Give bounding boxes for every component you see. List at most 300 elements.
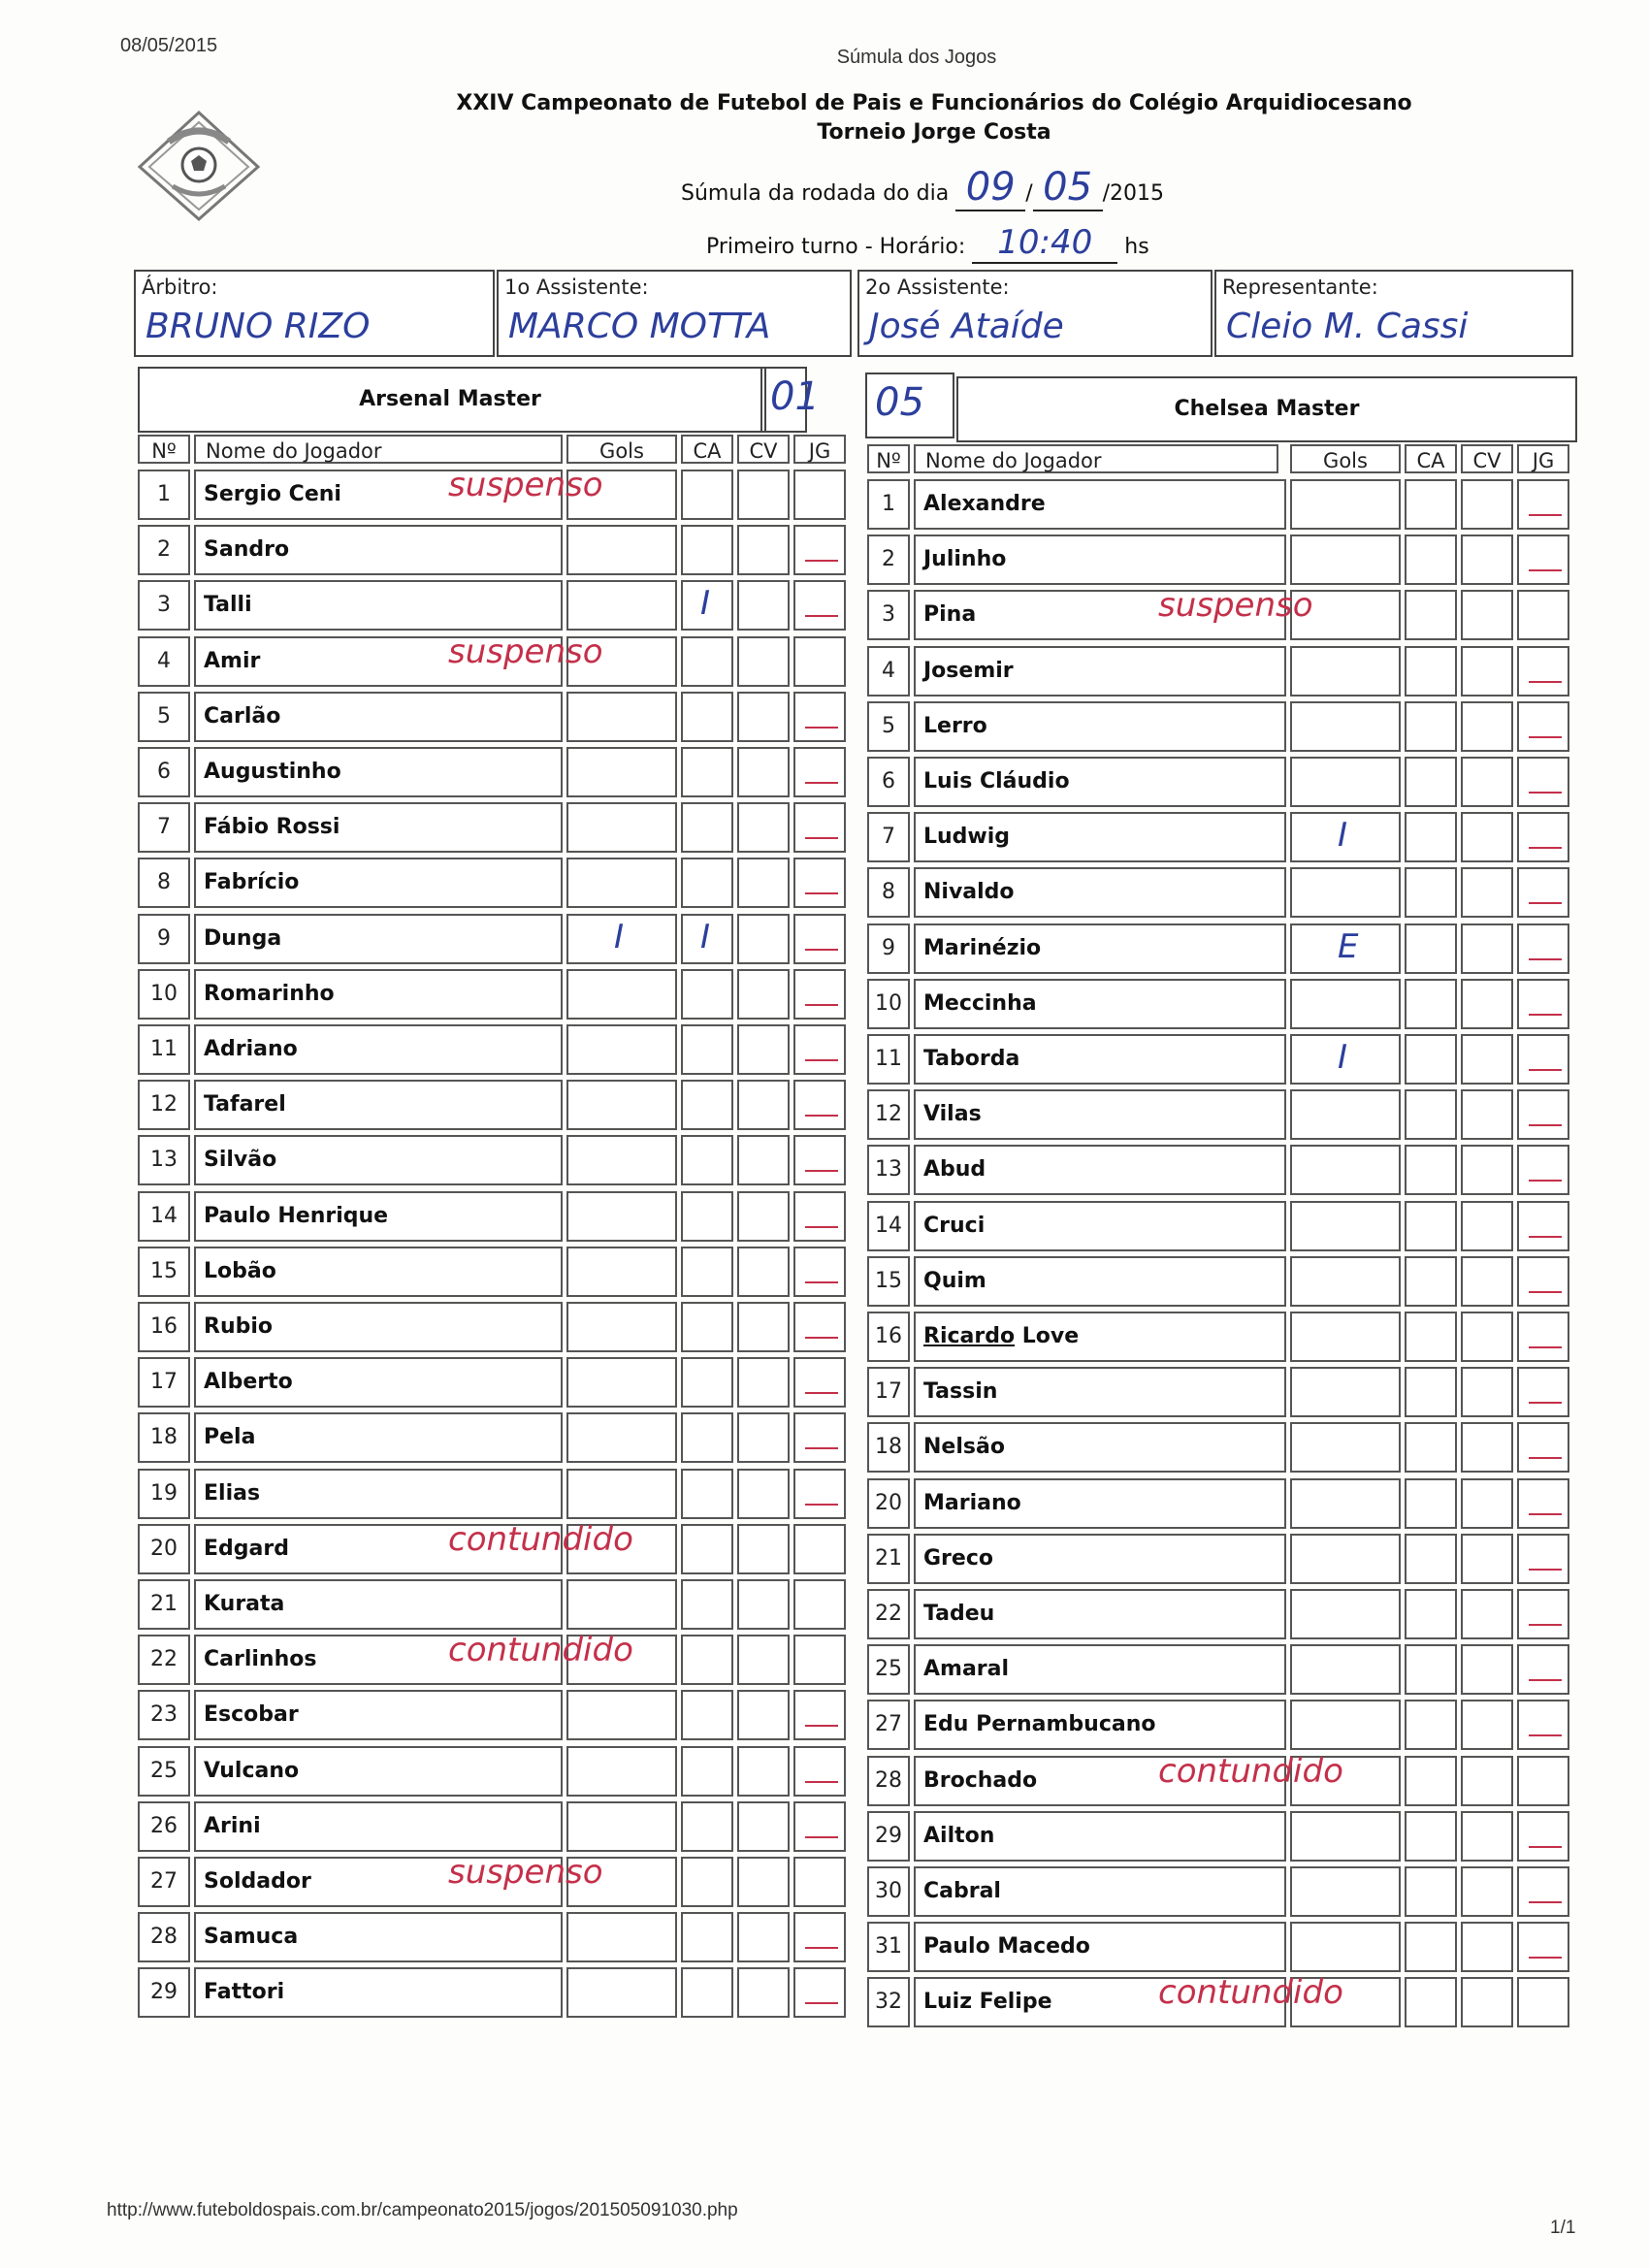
goals-cell <box>1290 979 1401 1029</box>
played-cell <box>793 1579 846 1630</box>
played-mark <box>805 949 838 951</box>
played-cell <box>793 1080 846 1130</box>
table-row <box>138 1690 846 1740</box>
table-row <box>138 692 846 742</box>
played-cell <box>793 1469 846 1519</box>
played-cell <box>793 1967 846 2018</box>
player-number: 1 <box>138 470 190 520</box>
player-name: Brochado <box>914 1756 1286 1806</box>
table-row <box>867 1751 1569 1806</box>
yellow-card-cell <box>1405 923 1457 974</box>
played-mark <box>805 1337 838 1339</box>
round-date-separator: / <box>1025 181 1033 206</box>
player-name: Sergio Ceni <box>194 470 563 520</box>
player-name: Mariano <box>914 1478 1286 1529</box>
played-cell <box>793 747 846 797</box>
page-title: XXIV Campeonato de Futebol de Pais e Funcionários do Colégio Arquidiocesano <box>456 91 1412 115</box>
player-number: 21 <box>138 1579 190 1630</box>
player-number: 19 <box>138 1469 190 1519</box>
page-caption: Súmula dos Jogos <box>836 47 997 68</box>
yellow-card-cell <box>681 1302 733 1352</box>
yellow-card-cell <box>681 1469 733 1519</box>
player-name: Sandro <box>194 525 563 575</box>
goals-mark: I <box>1338 1038 1348 1077</box>
player-name: Adriano <box>194 1024 563 1075</box>
player-name: Pina <box>914 590 1286 640</box>
goals-cell <box>1290 1478 1401 1529</box>
played-mark <box>805 1781 838 1783</box>
table-row <box>867 979 1569 1029</box>
table-row <box>138 1579 846 1630</box>
col-name: Nome do Jogador <box>194 435 563 464</box>
played-cell <box>1517 979 1569 1029</box>
yellow-card-cell <box>681 692 733 742</box>
player-name: Amir <box>194 636 563 687</box>
red-card-cell <box>1461 590 1513 640</box>
goals-cell <box>1290 1811 1401 1862</box>
yellow-card-cell <box>1405 1644 1457 1695</box>
player-name: Meccinha <box>914 979 1286 1029</box>
player-name: Elias <box>194 1469 563 1519</box>
red-card-cell <box>737 525 790 575</box>
player-number: 13 <box>867 1145 910 1195</box>
goals-cell <box>1290 646 1401 697</box>
red-card-cell <box>737 747 790 797</box>
red-card-cell <box>1461 1367 1513 1417</box>
goals-cell <box>1290 1422 1401 1473</box>
yellow-card-cell <box>681 1635 733 1685</box>
played-cell <box>1517 757 1569 807</box>
played-cell <box>1517 923 1569 974</box>
played-mark <box>1529 1624 1562 1626</box>
yellow-card-cell <box>681 1746 733 1797</box>
player-number: 6 <box>138 747 190 797</box>
player-status-note: suspenso <box>448 1853 603 1892</box>
played-mark <box>1529 1846 1562 1848</box>
played-cell <box>1517 1089 1569 1140</box>
table-row <box>138 1024 846 1075</box>
goals-cell <box>1290 867 1401 918</box>
red-card-cell <box>1461 1256 1513 1307</box>
yellow-card-cell <box>1405 1422 1457 1473</box>
footer-page-number: 1/1 <box>1550 2218 1576 2238</box>
yellow-card-cell <box>681 1801 733 1852</box>
played-cell <box>1517 1145 1569 1195</box>
played-cell <box>1517 535 1569 585</box>
round-date-label: Súmula da rodada do dia <box>681 181 950 206</box>
red-card-cell <box>737 1357 790 1408</box>
red-card-cell <box>737 692 790 742</box>
played-mark <box>1529 1679 1562 1681</box>
goals-cell <box>1290 1644 1401 1695</box>
goals-mark: I <box>1338 816 1348 856</box>
yellow-card-cell <box>1405 1922 1457 1972</box>
player-number: 11 <box>138 1024 190 1075</box>
played-mark <box>805 1447 838 1449</box>
yellow-card-cell <box>681 1967 733 2018</box>
red-card-cell <box>737 1857 790 1907</box>
goals-cell <box>566 525 677 575</box>
yellow-card-cell <box>1405 1367 1457 1417</box>
player-name: Kurata <box>194 1579 563 1630</box>
played-mark <box>1529 1014 1562 1016</box>
player-name: Ailton <box>914 1811 1286 1862</box>
played-cell <box>1517 1866 1569 1917</box>
team-left-name: Arsenal Master <box>359 387 541 411</box>
player-number: 21 <box>867 1534 910 1584</box>
played-cell <box>1517 1756 1569 1806</box>
player-name: Nelsão <box>914 1422 1286 1473</box>
played-cell <box>1517 1478 1569 1529</box>
red-card-cell <box>737 1912 790 1962</box>
goals-mark: E <box>1338 926 1359 966</box>
played-cell <box>1517 1256 1569 1307</box>
yellow-card-cell <box>681 1579 733 1630</box>
yellow-card-cell <box>1405 1589 1457 1639</box>
player-number: 18 <box>138 1412 190 1463</box>
team-left-score-cell <box>764 367 820 433</box>
red-card-cell <box>1461 867 1513 918</box>
played-cell <box>1517 701 1569 752</box>
player-name: Paulo Henrique <box>194 1191 563 1242</box>
red-card-cell <box>737 470 790 520</box>
red-card-cell <box>1461 1644 1513 1695</box>
goals-cell <box>566 1302 677 1352</box>
yellow-card-cell <box>681 636 733 687</box>
player-name: Samuca <box>194 1912 563 1962</box>
team-left-column-headers <box>138 435 856 464</box>
round-time: 10:40 <box>972 223 1117 264</box>
representative-label: Representante: <box>1222 275 1378 299</box>
player-number: 11 <box>867 1034 910 1085</box>
table-row <box>867 1367 1569 1417</box>
player-name: Alexandre <box>914 479 1286 530</box>
yellow-card-cell <box>1405 867 1457 918</box>
player-number: 26 <box>138 1801 190 1852</box>
played-mark <box>805 1725 838 1727</box>
yellow-card-cell <box>681 580 733 631</box>
played-cell <box>1517 1312 1569 1362</box>
yellow-card-cell <box>681 1857 733 1907</box>
played-cell <box>793 580 846 631</box>
player-name: Edu Pernambucano <box>914 1700 1286 1750</box>
player-name: Carlão <box>194 692 563 742</box>
player-status-note: contundido <box>448 1631 633 1670</box>
player-name: Rubio <box>194 1302 563 1352</box>
played-cell <box>793 1912 846 1962</box>
goals-cell <box>566 858 677 908</box>
played-mark <box>1529 514 1562 516</box>
played-cell <box>1517 1534 1569 1584</box>
player-number: 10 <box>867 979 910 1029</box>
representative-box <box>1214 270 1573 357</box>
goals-cell <box>1290 1534 1401 1584</box>
player-number: 3 <box>867 590 910 640</box>
red-card-cell <box>737 1967 790 2018</box>
player-number: 2 <box>867 535 910 585</box>
table-row <box>138 802 846 853</box>
player-name: Lobão <box>194 1247 563 1297</box>
red-card-cell <box>737 636 790 687</box>
goals-cell <box>566 1080 677 1130</box>
goals-cell <box>1290 1922 1401 1972</box>
player-number: 20 <box>138 1524 190 1574</box>
table-row <box>867 1478 1569 1529</box>
table-row <box>138 1746 846 1797</box>
table-row <box>138 466 846 520</box>
played-mark <box>805 1004 838 1006</box>
played-mark <box>1529 1457 1562 1459</box>
played-cell <box>793 858 846 908</box>
played-cell <box>793 1357 846 1408</box>
player-number: 9 <box>138 914 190 964</box>
table-row <box>138 1191 846 1242</box>
played-cell <box>793 1746 846 1797</box>
player-number: 31 <box>867 1922 910 1972</box>
referee-label: Árbitro: <box>142 275 218 299</box>
red-card-cell <box>1461 646 1513 697</box>
goals-cell <box>566 1247 677 1297</box>
player-name: Edgard <box>194 1524 563 1574</box>
player-name: Arini <box>194 1801 563 1852</box>
player-number: 16 <box>138 1302 190 1352</box>
table-row <box>138 580 846 631</box>
played-cell <box>1517 1201 1569 1251</box>
played-cell <box>793 1635 846 1685</box>
goals-cell <box>1290 1256 1401 1307</box>
red-card-cell <box>1461 1700 1513 1750</box>
yellow-card-cell <box>1405 1866 1457 1917</box>
yellow-card-mark: I <box>700 917 711 956</box>
player-name: Soldador <box>194 1857 563 1907</box>
player-number: 15 <box>867 1256 910 1307</box>
yellow-card-cell <box>1405 1478 1457 1529</box>
yellow-card-cell <box>681 1247 733 1297</box>
player-number: 22 <box>138 1635 190 1685</box>
player-name: Vilas <box>914 1089 1286 1140</box>
footer-url: http://www.futeboldospais.com.br/campeonato2015/jogos/201505091030.php <box>107 2200 738 2220</box>
player-name: Nivaldo <box>914 867 1286 918</box>
player-number: 28 <box>138 1912 190 1962</box>
team-right-score: 05 <box>875 380 924 425</box>
yellow-card-cell <box>1405 1089 1457 1140</box>
table-row <box>138 1912 846 1962</box>
player-status-note: contundido <box>1158 1973 1343 2013</box>
red-card-cell <box>737 858 790 908</box>
player-status-note: contundido <box>1158 1751 1343 1791</box>
player-number: 23 <box>138 1690 190 1740</box>
col-num: Nº <box>138 435 190 464</box>
table-row <box>867 757 1569 807</box>
goals-cell <box>566 1967 677 2018</box>
table-row <box>138 525 846 575</box>
player-number: 12 <box>867 1089 910 1140</box>
team-right-score-cell <box>865 373 954 438</box>
player-name: Lerro <box>914 701 1286 752</box>
red-card-cell <box>1461 1756 1513 1806</box>
played-mark <box>805 1947 838 1949</box>
player-number: 10 <box>138 969 190 1020</box>
played-cell <box>1517 479 1569 530</box>
assistant1-name: MARCO MOTTA <box>508 307 771 346</box>
assistant1-box <box>497 270 852 357</box>
player-name: Luis Cláudio <box>914 757 1286 807</box>
player-number: 25 <box>867 1644 910 1695</box>
player-number: 9 <box>867 923 910 974</box>
player-number: 16 <box>867 1312 910 1362</box>
played-cell <box>793 1135 846 1185</box>
col-name: Nome do Jogador <box>914 444 1278 473</box>
player-number: 5 <box>867 701 910 752</box>
played-cell <box>793 692 846 742</box>
played-cell <box>793 1247 846 1297</box>
player-name: Augustinho <box>194 747 563 797</box>
played-cell <box>1517 1034 1569 1085</box>
table-row <box>867 1089 1569 1140</box>
goals-cell <box>566 1191 677 1242</box>
yellow-card-cell <box>1405 1312 1457 1362</box>
played-cell <box>793 1524 846 1574</box>
player-number: 7 <box>867 812 910 862</box>
player-name: Vulcano <box>194 1746 563 1797</box>
table-row <box>138 1967 846 2018</box>
player-name: Fábio Rossi <box>194 802 563 853</box>
yellow-card-cell <box>681 1135 733 1185</box>
round-day: 09 <box>955 165 1025 211</box>
player-name: Abud <box>914 1145 1286 1195</box>
yellow-card-cell <box>681 1191 733 1242</box>
player-name: Fattori <box>194 1967 563 2018</box>
table-row <box>867 1644 1569 1695</box>
col-jg: JG <box>793 435 846 464</box>
played-mark <box>805 1281 838 1283</box>
player-name: Romarinho <box>194 969 563 1020</box>
played-cell <box>793 914 846 964</box>
yellow-card-cell <box>681 1080 733 1130</box>
round-time-line <box>706 223 1149 264</box>
goals-cell <box>566 1912 677 1962</box>
played-cell <box>793 1024 846 1075</box>
yellow-card-cell <box>681 747 733 797</box>
goals-cell <box>1290 923 1401 974</box>
red-card-cell <box>1461 1922 1513 1972</box>
table-row <box>138 1853 846 1907</box>
red-card-cell <box>1461 1034 1513 1085</box>
table-row <box>867 1811 1569 1862</box>
played-mark <box>805 1392 838 1394</box>
played-cell <box>793 525 846 575</box>
player-name: Greco <box>914 1534 1286 1584</box>
red-card-cell <box>1461 1201 1513 1251</box>
team-right-name: Chelsea Master <box>1174 397 1360 421</box>
red-card-cell <box>1461 1478 1513 1529</box>
referee-name: BRUNO RIZO <box>146 307 371 346</box>
player-number: 29 <box>138 1967 190 2018</box>
table-row <box>867 1866 1569 1917</box>
goals-cell <box>566 1690 677 1740</box>
player-number: 4 <box>867 646 910 697</box>
player-name: Tadeu <box>914 1589 1286 1639</box>
red-card-cell <box>1461 479 1513 530</box>
player-status-note: suspenso <box>1158 586 1313 626</box>
red-card-cell <box>1461 1312 1513 1362</box>
table-row <box>138 1631 846 1685</box>
table-row <box>867 812 1569 862</box>
yellow-card-cell <box>1405 701 1457 752</box>
player-number: 1 <box>867 479 910 530</box>
goals-cell <box>1290 1201 1401 1251</box>
player-name: Alberto <box>194 1357 563 1408</box>
round-date-line <box>681 165 1164 211</box>
goals-cell <box>1290 1089 1401 1140</box>
player-name: Carlinhos <box>194 1635 563 1685</box>
table-row <box>867 479 1569 530</box>
red-card-cell <box>1461 979 1513 1029</box>
table-row <box>867 1201 1569 1251</box>
played-mark <box>805 1059 838 1061</box>
red-card-cell <box>1461 1534 1513 1584</box>
red-card-cell <box>737 1080 790 1130</box>
played-cell <box>1517 1422 1569 1473</box>
red-card-cell <box>737 1247 790 1297</box>
red-card-cell <box>1461 1866 1513 1917</box>
player-name-rest: Love <box>1015 1324 1080 1348</box>
yellow-card-cell <box>1405 757 1457 807</box>
red-card-cell <box>1461 1089 1513 1140</box>
assistant2-name: José Ataíde <box>869 307 1064 346</box>
played-cell <box>1517 1922 1569 1972</box>
played-mark <box>1529 1124 1562 1126</box>
table-row <box>867 1145 1569 1195</box>
played-mark <box>805 560 838 562</box>
yellow-card-cell <box>1405 1201 1457 1251</box>
played-mark <box>1529 847 1562 849</box>
table-row <box>138 1247 846 1297</box>
yellow-card-cell <box>681 914 733 964</box>
print-date: 08/05/2015 <box>120 35 218 56</box>
yellow-card-cell <box>681 1412 733 1463</box>
table-row <box>867 1973 1569 2027</box>
played-cell <box>793 1412 846 1463</box>
played-mark <box>805 1504 838 1506</box>
player-name-underlined: Ricardo <box>923 1324 1016 1348</box>
red-card-cell <box>1461 1589 1513 1639</box>
table-row <box>138 1519 846 1574</box>
red-card-cell <box>737 1690 790 1740</box>
player-number: 20 <box>867 1478 910 1529</box>
table-row <box>138 747 846 797</box>
player-number: 17 <box>138 1357 190 1408</box>
player-number: 30 <box>867 1866 910 1917</box>
player-number: 18 <box>867 1422 910 1473</box>
table-row <box>867 1312 1569 1362</box>
goals-cell <box>1290 1145 1401 1195</box>
table-row <box>867 923 1569 974</box>
yellow-card-cell <box>681 1690 733 1740</box>
table-row <box>138 858 846 908</box>
red-card-cell <box>1461 1422 1513 1473</box>
played-mark <box>1529 1346 1562 1348</box>
player-number: 15 <box>138 1247 190 1297</box>
yellow-card-cell <box>681 470 733 520</box>
yellow-card-cell <box>1405 1145 1457 1195</box>
played-cell <box>793 969 846 1020</box>
yellow-card-cell <box>1405 535 1457 585</box>
round-month: 05 <box>1033 165 1103 211</box>
yellow-card-cell <box>681 525 733 575</box>
team-left-header <box>138 367 801 433</box>
player-status-note: suspenso <box>448 632 603 671</box>
